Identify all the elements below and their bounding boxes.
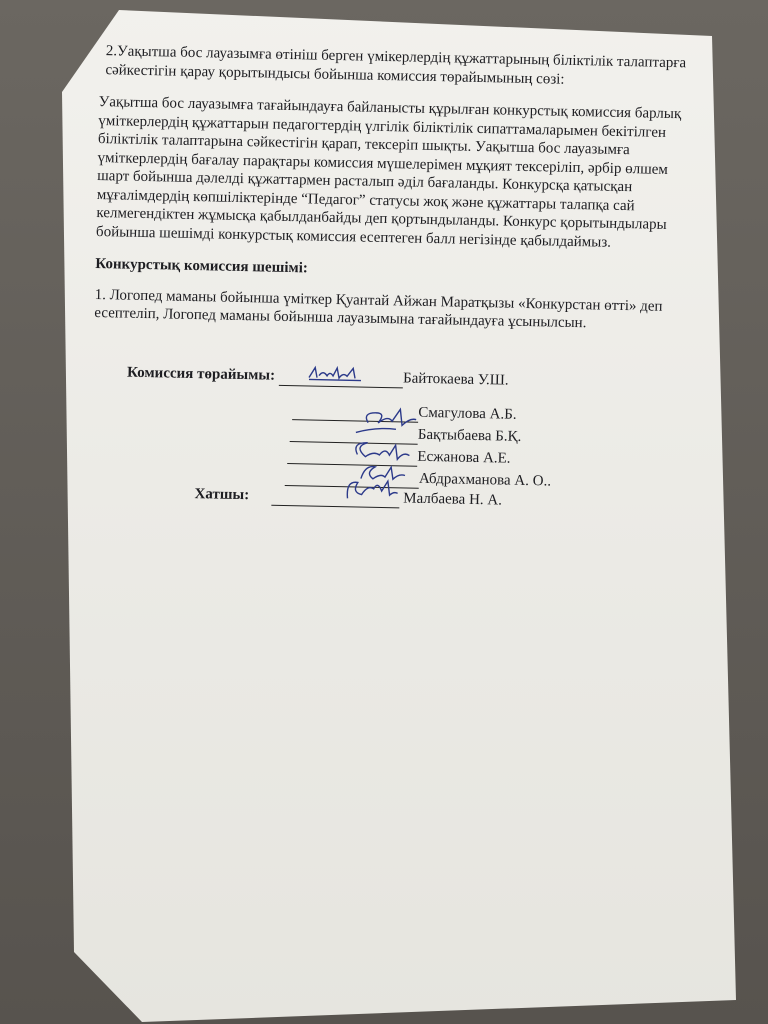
chair-signature-row bbox=[127, 363, 509, 390]
decision-item: 1. Логопед маманы бойынша үміткер Қуантай Айжан Маратқызы «Конкурстан өтті» деп есептеліп, Логопед маманы бойынша лауазымына тағайындауға ұсынылсын. bbox=[94, 286, 663, 332]
intro-paragraph: 2.Уақытша бос лауазымға өтініш берген үмікерлердің құжаттарының біліктілік талаптарға сәйкестігін қарау қорытындысы бойынша комиссия төрайымының сөзі: bbox=[105, 43, 687, 88]
chair-signature-scribble bbox=[305, 361, 375, 384]
secretary-label: Хатшы: bbox=[194, 486, 250, 504]
chair-name: Байтокаева У.Ш. bbox=[402, 370, 509, 389]
member-name-3: Есжанова А.Е. bbox=[417, 448, 511, 467]
secretary-signature-line bbox=[271, 486, 399, 508]
secretary-signature-scribble bbox=[341, 474, 402, 503]
document-content bbox=[90, 42, 690, 525]
member-name-2: Бақтыбаева Б.Қ. bbox=[417, 426, 522, 445]
secretary-name: Малбаева Н. А. bbox=[403, 490, 503, 509]
member-name-4: Абдрахманова А. О.. bbox=[418, 470, 552, 490]
body-paragraph: Уақытша бос лауазымға тағайындауға байланысты құрылған конкурстық комиссия барлық үміткерлердің құжаттарын педагогтердің үлгілік біліктілік сипаттамаларымен бекітілген біліктілік талаптарына сәйкестігін қарап, тексеріп шықты. Уақытша бос лауазымға үміткерлердің бағалау парақтары комиссия мүшелерімен мұқият тексеріліп, әрбір өлшем шарт бойынша дәлелді құжаттармен расталып әділ бағаланды. Конкурсқа қатысқан мұғалімдердің көпшіліктерінде “Педагог” статусы жоқ және құжаттары талапқа сай келмегендіктен жұмысқа қабылданбайды деп қортындыланды. Конкурс қорытындылары бойынша шешімді конкурстық комиссия есептеген балл негізінде қабылдаймыз. bbox=[95, 93, 682, 251]
signature-block bbox=[90, 362, 683, 524]
chair-label: Комиссия төрайымы: bbox=[126, 364, 276, 384]
decision-heading: Конкурстық комиссия шешімі: bbox=[95, 255, 309, 277]
chair-signature-line bbox=[279, 366, 403, 388]
member-name-1: Смагулова А.Б. bbox=[418, 404, 517, 423]
